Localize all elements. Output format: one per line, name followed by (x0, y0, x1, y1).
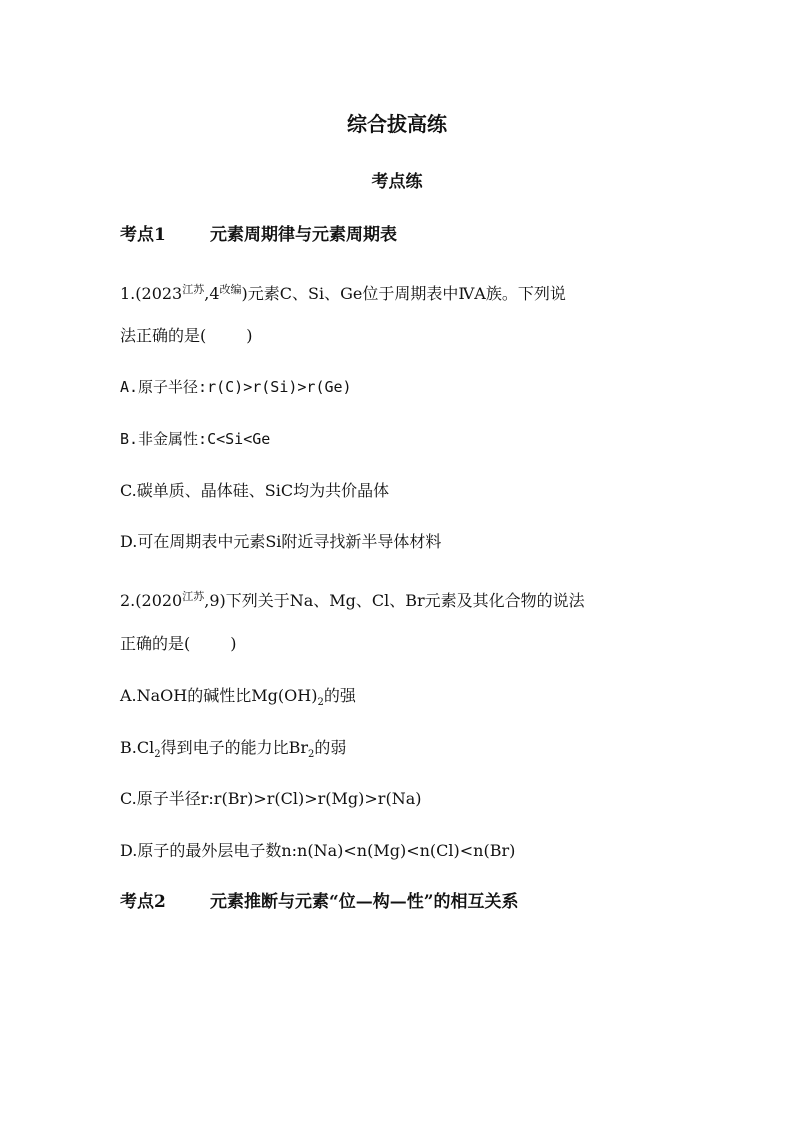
subscript: 2 (317, 697, 324, 708)
section-heading: 考点练 (371, 172, 423, 192)
q2-option-a-end: 的强 (323, 686, 356, 705)
section-1-title: 元素周期律与元素周期表 (210, 225, 397, 245)
q2-option-c: C.原子半径r:r(Br)>r(Cl)>r(Mg)>r(Na) (120, 789, 422, 808)
q1-option-d: D.可在周期表中元素Si附近寻找新半导体材料 (120, 532, 442, 551)
q1-note: 改编 (219, 283, 242, 296)
q2-source: 江苏 (182, 590, 205, 603)
section-2-number: 考点2 (120, 892, 166, 912)
q2-option-d: D.原子的最外层电子数n:n(Na)<n(Mg)<n(Cl)<n(Br) (120, 841, 516, 860)
q1-option-a: A.原子半径:r(C)>r(Si)>r(Ge) (120, 378, 352, 396)
q1-stem-end: 法正确的是( (120, 326, 207, 345)
q1-stem: )元素C、Si、Ge位于周期表中ⅣA族。下列说 (241, 284, 566, 303)
q2-prefix: 2.(2020 (120, 591, 183, 610)
section-2-heading (120, 887, 519, 912)
q1-stem-close: ) (246, 326, 253, 345)
q1-option-b: B.非金属性:C<Si<Ge (120, 430, 271, 448)
q2-option-a (120, 683, 356, 706)
q2-stem-line1 (120, 588, 585, 611)
q1-stem-line1 (120, 281, 566, 304)
q2-option-b-mid: 得到电子的能力比Br (160, 738, 308, 757)
section-1-number: 考点1 (120, 225, 166, 245)
section-1-heading (120, 220, 397, 245)
q1-source-mid: ,4 (204, 284, 220, 303)
q2-option-b-text: B.Cl (120, 738, 155, 757)
q2-stem-line2 (120, 631, 237, 654)
q2-stem-end: 正确的是( (120, 634, 191, 653)
q1-source: 江苏 (182, 283, 205, 296)
page-title: 综合拔高练 (347, 112, 447, 136)
q2-stem-close: ) (230, 634, 237, 653)
q1-stem-line2 (120, 323, 253, 346)
q2-stem: ,9)下列关于Na、Mg、Cl、Br元素及其化合物的说法 (204, 591, 585, 610)
q1-option-c: C.碳单质、晶体硅、SiC均为共价晶体 (120, 481, 390, 500)
q2-option-b-end: 的弱 (314, 738, 347, 757)
q1-prefix: 1.(2023 (120, 284, 183, 303)
subscript: 2 (154, 749, 161, 760)
subscript: 2 (308, 749, 315, 760)
q2-option-a-text: A.NaOH的碱性比Mg(OH) (120, 686, 318, 705)
section-2-title: 元素推断与元素“位—构—性”的相互关系 (210, 892, 519, 912)
q2-option-b (120, 735, 346, 758)
